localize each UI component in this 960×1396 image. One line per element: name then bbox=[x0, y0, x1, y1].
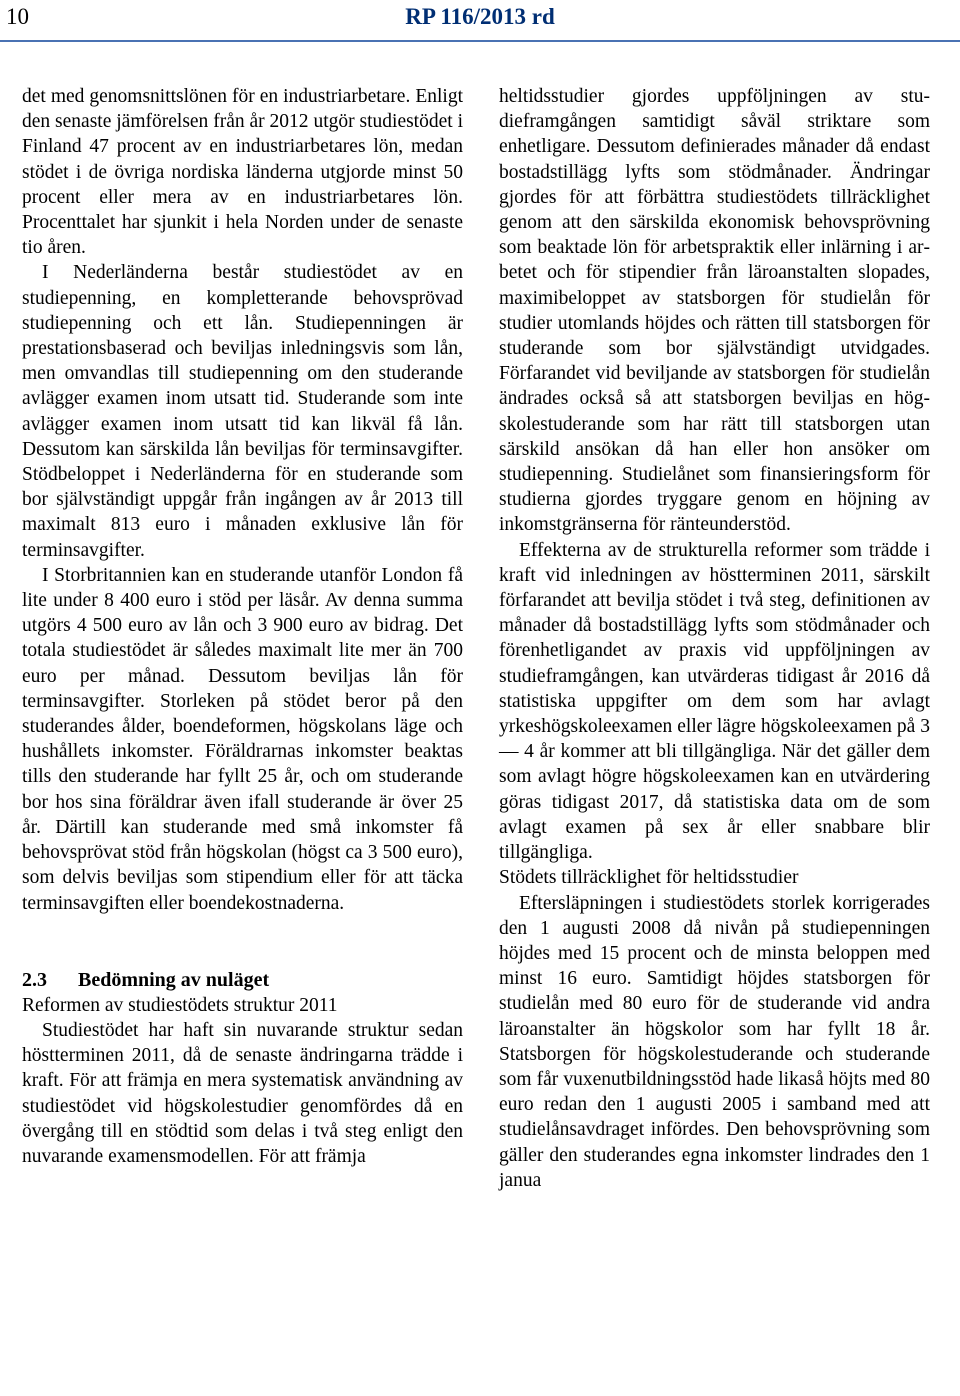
header-rule bbox=[0, 40, 960, 42]
section-title: Bedömning av nuläget bbox=[78, 968, 270, 991]
document-id: RP 116/2013 rd bbox=[405, 4, 555, 29]
body-paragraph: heltidsstudier gjordes uppföljningen av studieframgången samtidigt såväl striktare som enhetligare. Dessutom definierades månader då endast bostadstillägg lyfts som stödmånader. Ändringar gjordes för att förbättra studiestödets tillräcklighet genom att den särskilda ekonomisk behovsprövning som beaktade lön för arbetspraktik eller inlärning i arbetet och för stipendier från läroanstalten slopades, maximibeloppet av statsborgen för studielån för studier utomlands höjdes och rätten till statsborgen för studerande som bor självständigt utvidgades. Förfarandet vid beviljande av statsborgen för studielån ändrades också så att statsborgen beviljas en högskolestuderande som har rätt till statsborgen utan särskild ansökan då han eller hon ansöker om studiepenning. Studielånet som finansieringsform för studierna gjordes tryggare genom en höjning av inkomstgränserna för ränteunderstöd. bbox=[499, 86, 930, 536]
body-paragraph: Effekterna av de strukturella reformer som trädde i kraft vid inledningen av höstterminen 2011, särskilt förfarandet att bevilja stödet i två steg, definitionen av månader då bostadstillägg lyfts som stödmånader och förenhetligandet av praxis vid uppföljningen av studieframgången, kan utvärderas tidigast år 2016 då statistiska uppgifter om dem som har avlagt yrkeshögskoleexamen eller lägre högskoleexamen på 3 — 4 år kommer att bli tillgängliga. När det gäller dem som avlagt högre högskoleexamen kan en utvärdering göras tidigast 2017, då statistiska data om de som avlagt examen på sex år eller snabbare blir tillgängliga. bbox=[499, 539, 930, 864]
body-paragraph: Eftersläpningen i studiestödets storlek korrigerades den 1 augusti 2008 då nivån på studiepenningen höjdes med 15 procent och de minsta beloppen med minst 16 euro. Samtidigt höjdes statsborgen för studielån med 80 euro för de studerande vid andra läroanstalter än högskolor som har fyllt 18 år. Statsborgen för högskolestuderande och studerande som får vuxenutbildningsstöd hade likaså höjts med 80 euro redan den 1 augusti 2005 i samband med att studielånsavdraget infördes. Den behovsprövning som gäller den studerandes egna inkomster lindrades den 1 janua bbox=[499, 892, 930, 1191]
page-header bbox=[0, 0, 960, 40]
body-paragraph: I Nederländerna består studiestödet av en studiepenning, en kompletterande behovsprövad studiepenning och ett lån. Studiepenningen är prestationsbaserad och beviljas inledningsvis som lån, men omvandlas till studiepenning om den studerande avlägger examen inom utsatt tid. Studerande som inte avlägger examen inom utsatt tid kan likväl få lån. Dessutom kan särskilda lån beviljas för terminsavgifter. Stödbeloppet i Nederländerna för en studerande som bor självständigt uppgår från ingången av år 2013 till maximalt 813 euro i månaden exklusive lån för terminsavgifter. bbox=[22, 262, 463, 561]
subheading: Reformen av studiestödets struktur 2011 bbox=[22, 994, 338, 1016]
body-paragraph: det med genomsnittslönen för en industriarbetare. Enligt den senaste jämförelsen från år 2012 utgör studiestödet i Finland 47 procent av en industriarbetares lön, medan stödet i de övriga nordiska länderna utgjorde minst 50 procent eller mera av en industriarbetares lön. Procenttalet har sjunkit i hela Norden under de senaste tio åren. bbox=[22, 86, 463, 259]
section-number: 2.3 bbox=[22, 968, 47, 991]
right-column bbox=[499, 84, 930, 1193]
body-paragraph: I Storbritannien kan en studerande utanför London få lite under 8 400 euro i stöd per läsår. Av denna summa utgörs 4 500 euro av lån och 3 900 euro av bidrag. Det totala studiestödet är således maximalt lite mer än 700 euro per månad. Dessutom beviljas lån för terminsavgifter. Storleken på stödet beror på den studerandes ålder, boendeformen, högskolans läge och hushållets inkomster. Föräldrarnas inkomster beaktas tills den studerande har fyllt 25 år, och om studerande bor hos sina föräldrar även ifall studerande är över 25 år. Därtill kan studerande med små inkomster få behovsprövat stöd från högskolan (högst ca 3 500 euro), som delvis beviljas som stipendium eller för att täcka terminsavgiften eller boendekostnaderna. bbox=[22, 564, 463, 914]
left-column bbox=[22, 84, 463, 1169]
section-heading bbox=[22, 968, 463, 993]
subheading: Stödets tillräcklighet för heltidsstudier bbox=[499, 867, 799, 889]
page-number: 10 bbox=[6, 4, 29, 29]
body-paragraph: Studiestödet har haft sin nuvarande struktur sedan höstterminen 2011, då de senaste ändringarna trädde i kraft. För att främja en mera systematisk användning av studiestödet vid högskolestudier genomfördes då en övergång till en stödtid som delas i två steg enligt den nuvarande examensmodellen. För att främja bbox=[22, 1019, 463, 1167]
